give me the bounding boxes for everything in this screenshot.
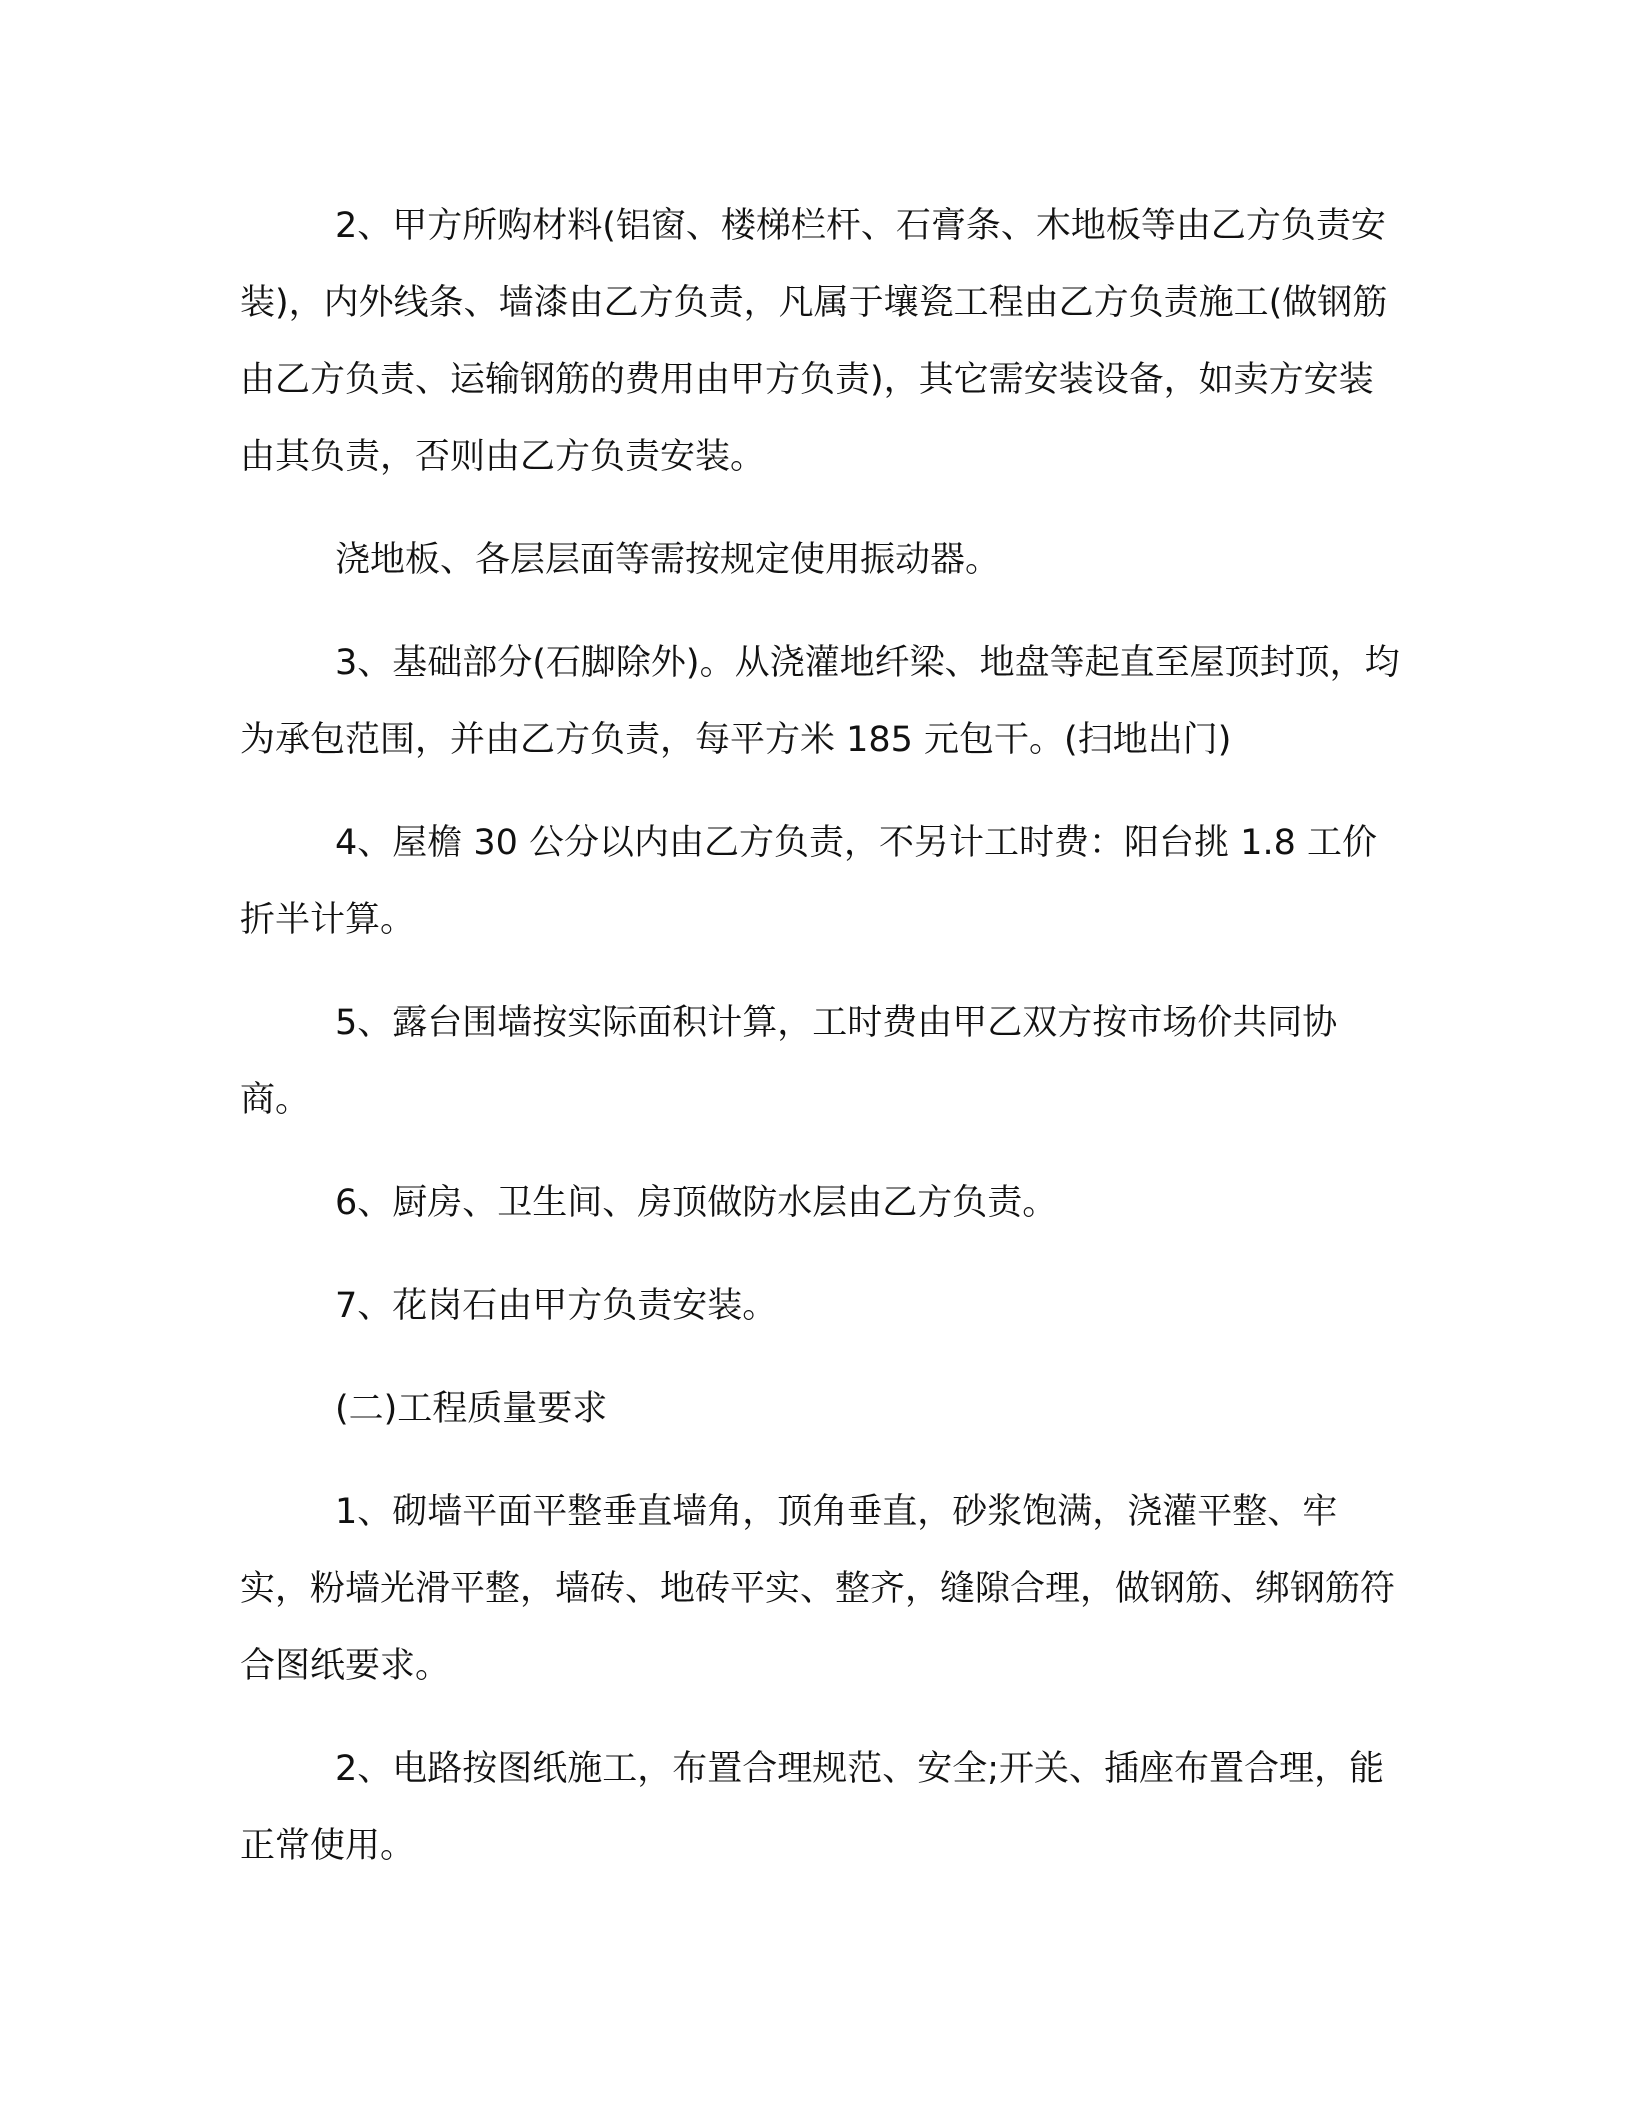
paragraph-masonry-quality: 1、砌墙平面平整垂直墙角，顶角垂直，砂浆饱满，浇灌平整、牢实，粉墙光滑平整，墙砖、地砖平实、整齐，缝隙合理，做钢筋、绑钢筋符合图纸要求。 [240,1492,1396,1686]
paragraph-materials-installation: 2、甲方所购材料(铝窗、楼梯栏杆、石膏条、木地板等由乙方负责安装)，内外线条、墙漆由乙方负责，凡属于壤瓷工程由乙方负责施工(做钢筋由乙方负责、运输钢筋的费用由甲方负责)，其它需安装设备，如卖方安装由其负责，否则由乙方负责安装。 [240,206,1388,477]
paragraph-eaves-balcony: 4、屋檐 30 公分以内由乙方负责，不另计工时费：阳台挑 1.8 工价折半计算。 [240,823,1377,940]
paragraph-electrical-quality: 2、电路按图纸施工，布置合理规范、安全;开关、插座布置合理，能正常使用。 [240,1749,1385,1866]
paragraph-vibrator-requirement: 浇地板、各层层面等需按规定使用振动器。 [335,540,1001,580]
paragraph-granite: 7、花岗石由甲方负责安装。 [335,1286,778,1326]
paragraph-foundation-scope: 3、基础部分(石脚除外)。从浇灌地纤梁、地盘等起直至屋顶封顶，均为承包范围，并由乙方负责，每平方米 185 元包干。(扫地出门) [240,643,1400,760]
paragraph-waterproofing: 6、厨房、卫生间、房顶做防水层由乙方负责。 [335,1183,1058,1223]
paragraph-terrace-wall: 5、露台围墙按实际面积计算，工时费由甲乙双方按市场价共同协商。 [240,1003,1338,1120]
document-body [240,188,1400,1911]
section-heading-quality: (二)工程质量要求 [335,1389,608,1429]
